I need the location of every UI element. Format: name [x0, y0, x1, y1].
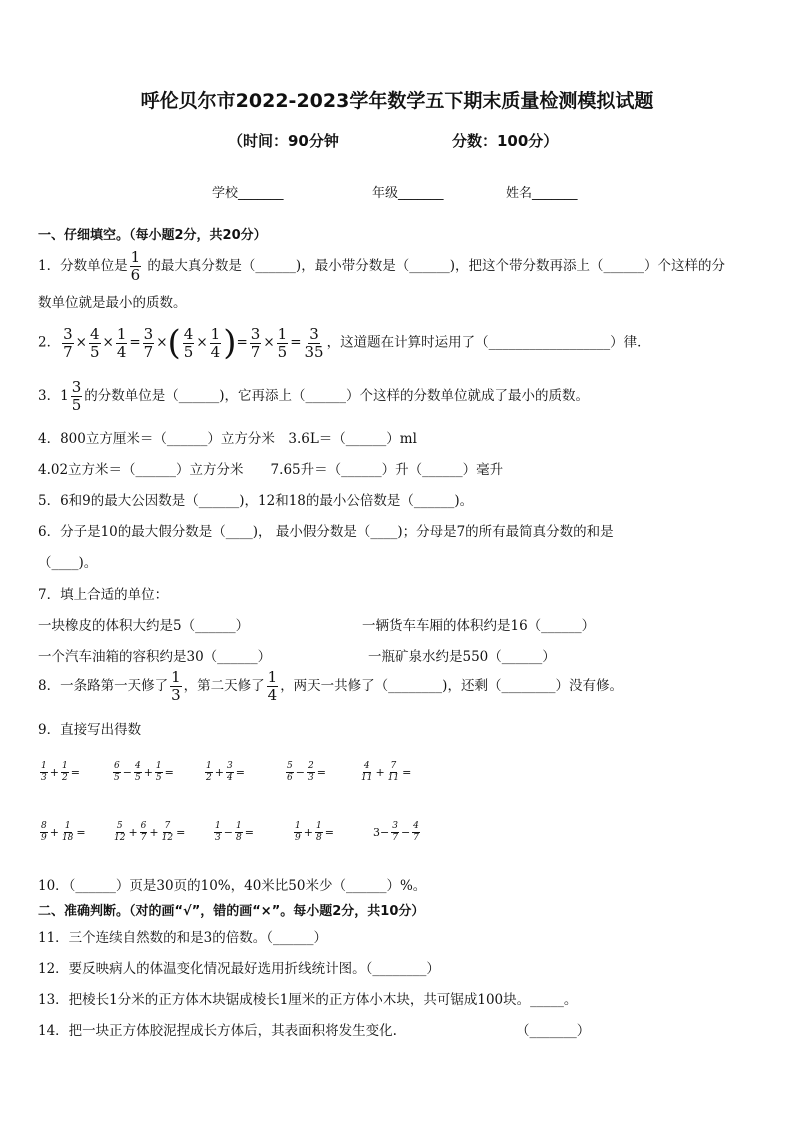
- calc-equals: =: [164, 766, 174, 779]
- question-1-line-1: [38, 250, 725, 283]
- question-11: 11．三个连续自然数的和是3的倍数。（______）: [38, 930, 328, 946]
- q1-text-a: 1．分数单位是: [38, 258, 128, 274]
- question-1-line-2: 数单位就是最小的质数。: [38, 295, 187, 311]
- calc-equals: =: [324, 826, 334, 839]
- calc-item-2-2: [111, 822, 185, 843]
- calc-operator: +: [149, 826, 159, 839]
- question-7-item-c: 一个汽车油箱的容积约是30（______）: [38, 649, 272, 665]
- grade-field[interactable]: 年级_______: [372, 186, 444, 201]
- calc-operator: +: [49, 766, 59, 779]
- calc-operator: +: [214, 766, 224, 779]
- calc-fraction: $\frac{1}{2}$: [206, 761, 212, 783]
- question-9: 9．直接写出得数: [38, 722, 142, 738]
- calc-item-2-5: [373, 822, 422, 843]
- name-field[interactable]: 姓名_______: [506, 186, 578, 201]
- exam-score: 分数：100分）: [452, 132, 559, 150]
- exam-time: （时间：90分钟: [228, 132, 339, 150]
- calc-equals: =: [70, 766, 80, 779]
- calc-fraction: $\frac{7}{11}$: [387, 761, 400, 783]
- calc-fraction: $\frac{4}{7}$: [413, 821, 419, 843]
- calc-equals: =: [244, 826, 254, 839]
- calc-operator: +: [143, 766, 153, 779]
- calc-fraction: $\frac{1}{2}$: [61, 761, 68, 783]
- question-7-item-d: 一瓶矿泉水约是550（______）: [368, 649, 556, 665]
- question-6-line-2: （____)。: [38, 555, 98, 571]
- calc-operator: −: [122, 766, 132, 779]
- calc-operator: +: [375, 766, 385, 779]
- question-7-item-b: 一辆货车车厢的体积约是16（______）: [362, 618, 596, 634]
- section-1-heading: 一、仔细填空。（每小题2分，共20分）: [38, 228, 267, 243]
- question-3: 3．1 $\frac{3}{5}$ 的分数单位是（______)，它再添上（______）个这样的分数单位就成了最小的质数。: [38, 378, 590, 414]
- school-field[interactable]: 学校_______: [212, 186, 284, 201]
- calc-item-1-1: [38, 762, 80, 783]
- question-14: 14．把一块正方体胶泥捏成长方体后，其表面积将发生变化.: [38, 1023, 397, 1039]
- calc-item-1-5: [358, 762, 411, 783]
- calc-fraction: $\frac{1}{3}$: [41, 761, 47, 783]
- calc-operator: +: [303, 826, 313, 839]
- calc-fraction: $\frac{2}{3}$: [307, 761, 314, 783]
- calc-item-1-4: [284, 762, 326, 783]
- calc-fraction: $\frac{7}{12}$: [161, 821, 174, 843]
- question-4-line-2: 4.02立方米＝（______）立方分米 7.65升＝（______）升（______）毫升: [38, 462, 504, 478]
- calc-fraction: $\frac{4}{11}$: [361, 761, 373, 783]
- question-8: 8．一条路第一天修了 $\frac{1}{3}$ ，第二天修了 $\frac{1}{4}$ ，两天一共修了（________)，还剩（________）没有修。: [38, 668, 623, 704]
- calc-fraction: $\frac{1}{9}$: [295, 821, 301, 843]
- calc-fraction: $\frac{5}{12}$: [114, 821, 126, 843]
- section-2-heading: 二、准确判断。（对的画“√”，错的画“×”。每小题2分，共10分）: [38, 904, 425, 919]
- calc-fraction: $\frac{1}{3}$: [215, 821, 221, 843]
- calc-equals: =: [235, 766, 245, 779]
- question-10: 10．（______）页是30页的10%，40米比50米少（______）%。: [38, 878, 427, 894]
- calc-fraction: $\frac{4}{5}$: [134, 761, 141, 783]
- calc-fraction: $\frac{1}{8}$: [235, 821, 242, 843]
- calc-operator: +: [49, 826, 59, 839]
- question-6-line-1: 6．分子是10的最大假分数是（____)， 最小假分数是（____)；分母是7的所有最简真分数的和是: [38, 524, 614, 540]
- calc-equals: =: [76, 826, 86, 839]
- question-13: 13．把棱长1分米的正方体木块锯成棱长1厘米的正方体小木块，共可锯成100块。_____。: [38, 992, 578, 1008]
- calc-item-2-1: [38, 822, 86, 843]
- question-5: 5．6和9的最大公因数是（______)，12和18的最小公倍数是（______)。: [38, 493, 474, 509]
- calc-equals: =: [402, 766, 412, 779]
- question-7: 7．填上合适的单位：: [38, 587, 169, 603]
- page-title: 呼伦贝尔市2022-2023学年数学五下期末质量检测模拟试题: [140, 90, 654, 112]
- question-7-item-a: 一块橡皮的体积大约是5（______）: [38, 618, 250, 634]
- calc-fraction: $\frac{1}{18}$: [61, 821, 74, 843]
- calc-equals: =: [316, 766, 326, 779]
- calc-operator: 3−: [373, 826, 390, 839]
- calc-fraction: $\frac{8}{9}$: [41, 821, 47, 843]
- calc-item-1-3: [203, 762, 245, 783]
- question-4-line-1: 4．800立方厘米＝（______）立方分米 3.6L＝（______）ml: [38, 431, 417, 447]
- calc-fraction: $\frac{5}{6}$: [287, 761, 293, 783]
- calc-equals: =: [176, 826, 186, 839]
- calc-fraction: $\frac{1}{5}$: [155, 761, 162, 783]
- calc-fraction: $\frac{3}{4}$: [226, 761, 233, 783]
- question-12: 12．要反映病人的体温变化情况最好选用折线统计图。（________）: [38, 961, 440, 977]
- calc-fraction: $\frac{1}{8}$: [315, 821, 322, 843]
- calc-fraction: $\frac{3}{7}$: [392, 821, 398, 843]
- q1-fraction: $\frac{1}{6}$: [130, 248, 141, 284]
- calc-operator: +: [128, 826, 138, 839]
- calc-fraction: $\frac{6}{5}$: [114, 761, 120, 783]
- calc-fraction: $\frac{6}{7}$: [140, 821, 147, 843]
- calc-item-2-3: [212, 822, 254, 843]
- calc-item-2-4: [292, 822, 334, 843]
- calc-operator: −: [295, 766, 305, 779]
- q1-text-b: 的最大真分数是（______)，最小带分数是（______)，把这个带分数再添上（______）个这样的分: [143, 258, 725, 274]
- calc-operator: −: [400, 826, 411, 839]
- calc-operator: −: [223, 826, 233, 839]
- question-2: 2． $\frac{3}{7}$ × $\frac{4}{5}$ × $\frac{1}{4}$ = $\frac{3}{7}$ ×( $\frac{4}{5}$ × $\frac{1}{4}$ )= $\frac{3}{7}$ × $\frac{1}{5}$ = $\frac{3}{35}$ ，这道题在计算时运用了（__________________）律．: [38, 323, 651, 363]
- question-14-answer[interactable]: （_______）: [516, 1023, 591, 1039]
- calc-item-1-2: [111, 762, 174, 783]
